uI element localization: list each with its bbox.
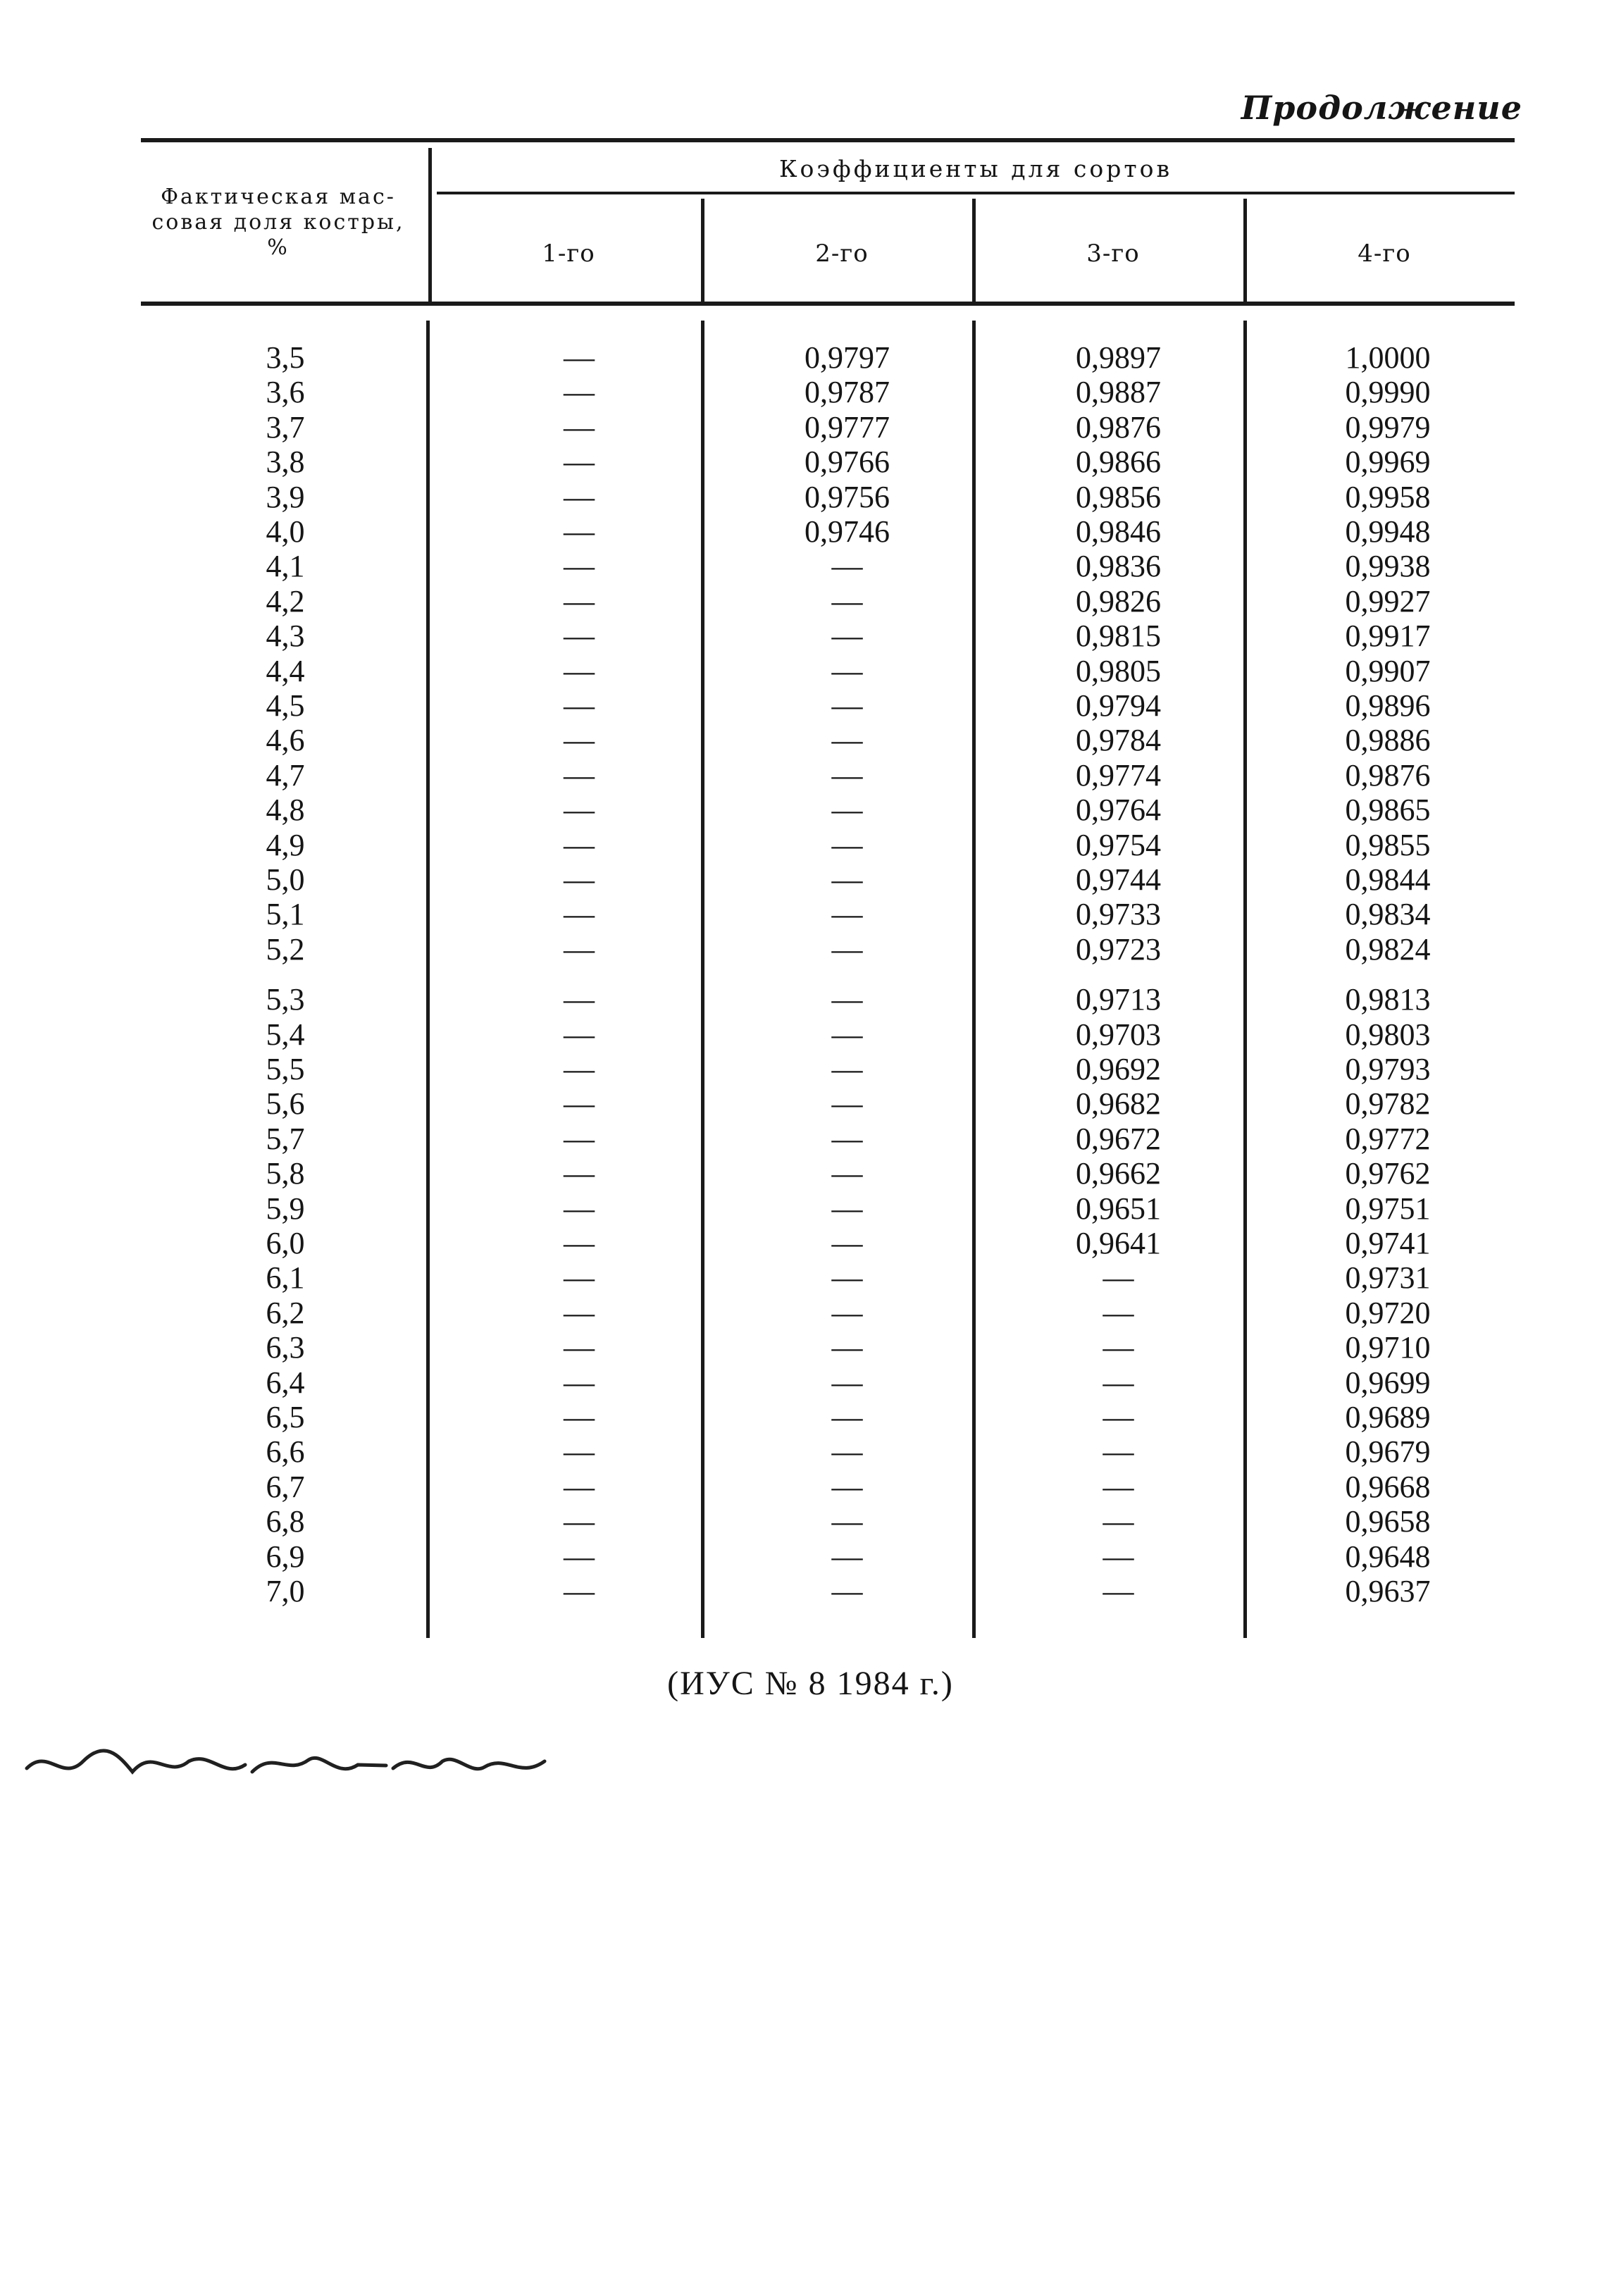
- grade-1-cell: —: [564, 931, 595, 967]
- grade-4-cell: 0,9772: [1345, 1121, 1431, 1156]
- table-top-rule: [141, 138, 1515, 142]
- table-row: [0, 1399, 1621, 1434]
- grade-2-cell: —: [831, 1191, 863, 1226]
- table-row: [0, 1295, 1621, 1330]
- grade-1-cell: —: [564, 409, 595, 445]
- table-row: [0, 548, 1621, 583]
- header-grade-1: 1-го: [542, 240, 595, 268]
- grade-4-cell: 0,9813: [1345, 982, 1431, 1017]
- grade-1-cell: —: [564, 757, 595, 793]
- grade-4-cell: 0,9731: [1345, 1260, 1431, 1296]
- grade-3-cell: —: [1103, 1400, 1134, 1434]
- grade-4-cell: 0,9896: [1345, 688, 1431, 723]
- grade-3-cell: 0,9826: [1076, 583, 1161, 619]
- grade-1-cell: —: [564, 793, 595, 828]
- grade-1-cell: —: [564, 1052, 595, 1086]
- grade-4-cell: 0,9751: [1345, 1191, 1431, 1226]
- mass-fraction-cell: 4,5: [266, 688, 305, 723]
- mass-fraction-cell: 6,8: [266, 1504, 305, 1539]
- mass-fraction-cell: 3,8: [266, 445, 305, 480]
- grade-1-cell: —: [564, 1156, 595, 1191]
- grade-2-cell: —: [831, 1086, 863, 1122]
- grade-3-cell: —: [1103, 1434, 1134, 1470]
- grade-2-cell: —: [831, 1260, 863, 1296]
- grade-3-cell: 0,9733: [1076, 897, 1161, 932]
- grade-3-cell: 0,9846: [1076, 514, 1161, 549]
- grade-2-cell: —: [831, 897, 863, 932]
- table-row: [0, 1017, 1621, 1052]
- grade-4-cell: 0,9979: [1345, 409, 1431, 445]
- grade-1-cell: —: [564, 514, 595, 549]
- mass-fraction-cell: 6,2: [266, 1295, 305, 1330]
- table-row: [0, 618, 1621, 653]
- mass-fraction-cell: 4,8: [266, 793, 305, 828]
- grade-2-cell: —: [831, 1052, 863, 1086]
- grade-4-cell: 0,9782: [1345, 1086, 1431, 1122]
- mass-fraction-cell: 6,9: [266, 1539, 305, 1574]
- table-row: [0, 827, 1621, 862]
- table-row: [0, 757, 1621, 793]
- handwritten-stamp: [20, 1740, 555, 1789]
- grade-1-cell: —: [564, 982, 595, 1017]
- header-grade-2: 2-го: [815, 240, 869, 268]
- mass-fraction-cell: 4,1: [266, 549, 305, 584]
- header-bottom-rule: [141, 302, 1515, 306]
- grade-3-cell: 0,9651: [1076, 1191, 1161, 1226]
- mass-fraction-cell: 4,7: [266, 757, 305, 793]
- mass-fraction-cell: 4,2: [266, 583, 305, 619]
- mass-fraction-cell: 7,0: [266, 1574, 305, 1608]
- grade-1-cell: —: [564, 619, 595, 654]
- grade-4-cell: 0,9741: [1345, 1226, 1431, 1260]
- table-row: [0, 374, 1621, 409]
- mass-fraction-cell: 3,6: [266, 375, 305, 410]
- grade-1-cell: —: [564, 1017, 595, 1052]
- grade-4-cell: 0,9917: [1345, 619, 1431, 654]
- grade-3-cell: —: [1103, 1504, 1134, 1539]
- table-row: [0, 1191, 1621, 1226]
- grade-2-cell: 0,9746: [805, 514, 890, 549]
- grade-4-cell: 0,9668: [1345, 1469, 1431, 1504]
- grade-1-cell: —: [564, 827, 595, 862]
- mass-fraction-cell: 5,3: [266, 982, 305, 1017]
- mass-fraction-cell: 5,8: [266, 1156, 305, 1191]
- grade-2-cell: —: [831, 931, 863, 967]
- grade-2-cell: —: [831, 1574, 863, 1608]
- grade-3-cell: 0,9764: [1076, 793, 1161, 828]
- grade-1-cell: —: [564, 340, 595, 375]
- grade-4-cell: 0,9844: [1345, 862, 1431, 897]
- grade-4-cell: 0,9803: [1345, 1017, 1431, 1052]
- table-row: [0, 409, 1621, 445]
- grade-4-cell: 0,9938: [1345, 549, 1431, 584]
- grade-3-cell: 0,9815: [1076, 619, 1161, 654]
- grade-2-cell: —: [831, 619, 863, 654]
- table-row: [0, 792, 1621, 827]
- grade-1-cell: —: [564, 1539, 595, 1574]
- grade-1-cell: —: [564, 688, 595, 723]
- mass-fraction-cell: 5,5: [266, 1052, 305, 1086]
- table-row: [0, 1260, 1621, 1295]
- grade-2-cell: —: [831, 1504, 863, 1539]
- grade-1-cell: —: [564, 1365, 595, 1400]
- grade-4-cell: 0,9699: [1345, 1365, 1431, 1400]
- header-grade-4: 4-го: [1358, 240, 1411, 268]
- mass-fraction-cell: 5,7: [266, 1121, 305, 1156]
- table-row: [0, 514, 1621, 549]
- grade-1-cell: —: [564, 1226, 595, 1260]
- grade-4-cell: 0,9886: [1345, 723, 1431, 758]
- grade-3-cell: —: [1103, 1574, 1134, 1608]
- table-row: [0, 722, 1621, 757]
- table-row: [0, 1539, 1621, 1574]
- grade-4-cell: 0,9990: [1345, 375, 1431, 410]
- grade-2-cell: —: [831, 723, 863, 758]
- mass-fraction-cell: 6,0: [266, 1226, 305, 1260]
- mass-fraction-cell: 3,7: [266, 409, 305, 445]
- grade-2-cell: —: [831, 1330, 863, 1365]
- table-row: [0, 444, 1621, 479]
- grade-4-cell: 0,9637: [1345, 1574, 1431, 1608]
- mass-fraction-cell: 6,3: [266, 1330, 305, 1365]
- grade-3-cell: 0,9713: [1076, 982, 1161, 1017]
- grade-3-cell: 0,9774: [1076, 757, 1161, 793]
- mass-fraction-cell: 6,4: [266, 1365, 305, 1400]
- table-row: [0, 1051, 1621, 1086]
- grade-3-cell: —: [1103, 1539, 1134, 1574]
- grade-4-cell: 0,9824: [1345, 931, 1431, 967]
- grade-2-cell: —: [831, 827, 863, 862]
- grade-2-cell: —: [831, 1539, 863, 1574]
- grade-4-cell: 0,9762: [1345, 1156, 1431, 1191]
- grade-4-cell: 0,9658: [1345, 1504, 1431, 1539]
- grade-4-cell: 0,9876: [1345, 757, 1431, 793]
- grade-1-cell: —: [564, 1434, 595, 1470]
- grade-3-cell: 0,9794: [1076, 688, 1161, 723]
- grade-3-cell: 0,9866: [1076, 445, 1161, 480]
- grade-1-cell: —: [564, 1574, 595, 1608]
- table-row: [0, 1469, 1621, 1504]
- continued-label: Продолжение: [1241, 89, 1522, 127]
- table-row: [0, 1155, 1621, 1191]
- grade-2-cell: —: [831, 1121, 863, 1156]
- grade-4-cell: 0,9907: [1345, 653, 1431, 688]
- table-row: [0, 583, 1621, 619]
- grade-2-cell: 0,9787: [805, 375, 890, 410]
- grade-2-cell: 0,9777: [805, 409, 890, 445]
- grade-4-cell: 0,9689: [1345, 1400, 1431, 1434]
- grade-2-cell: —: [831, 1400, 863, 1434]
- grade-3-cell: 0,9703: [1076, 1017, 1161, 1052]
- mass-fraction-cell: 5,2: [266, 931, 305, 967]
- table-row: [0, 1225, 1621, 1260]
- grade-4-cell: 0,9865: [1345, 793, 1431, 828]
- grade-1-cell: —: [564, 375, 595, 410]
- grade-2-cell: —: [831, 1226, 863, 1260]
- table-row: [0, 688, 1621, 723]
- mass-fraction-cell: 5,6: [266, 1086, 305, 1122]
- grade-3-cell: —: [1103, 1469, 1134, 1504]
- grade-3-cell: 0,9744: [1076, 862, 1161, 897]
- grade-3-cell: 0,9805: [1076, 653, 1161, 688]
- table-row: [0, 896, 1621, 931]
- grade-1-cell: —: [564, 1121, 595, 1156]
- header-divider-0: [428, 148, 432, 302]
- table-row: [0, 1329, 1621, 1365]
- grade-3-cell: 0,9723: [1076, 931, 1161, 967]
- mass-fraction-cell: 6,6: [266, 1434, 305, 1470]
- grade-4-cell: 0,9958: [1345, 479, 1431, 514]
- grade-3-cell: 0,9836: [1076, 549, 1161, 584]
- table-row: [0, 981, 1621, 1017]
- grade-3-cell: 0,9641: [1076, 1226, 1161, 1260]
- grade-1-cell: —: [564, 479, 595, 514]
- mass-fraction-cell: 3,9: [266, 479, 305, 514]
- mass-fraction-cell: 3,5: [266, 340, 305, 375]
- table-row: [0, 862, 1621, 897]
- mass-fraction-cell: 5,4: [266, 1017, 305, 1052]
- grade-4-cell: 1,0000: [1345, 340, 1431, 375]
- grade-3-cell: 0,9692: [1076, 1052, 1161, 1086]
- grade-4-cell: 0,9793: [1345, 1052, 1431, 1086]
- grade-2-cell: —: [831, 1295, 863, 1330]
- grade-1-cell: —: [564, 1400, 595, 1434]
- grade-4-cell: 0,9710: [1345, 1330, 1431, 1365]
- grade-4-cell: 0,9969: [1345, 445, 1431, 480]
- header-divider-3: [1243, 199, 1247, 302]
- grade-1-cell: —: [564, 1191, 595, 1226]
- table-row: [0, 1365, 1621, 1400]
- mass-fraction-cell: 6,7: [266, 1469, 305, 1504]
- table-row: [0, 340, 1621, 375]
- grade-1-cell: —: [564, 723, 595, 758]
- mass-fraction-cell: 6,5: [266, 1400, 305, 1434]
- grade-3-cell: 0,9856: [1076, 479, 1161, 514]
- grade-1-cell: —: [564, 1295, 595, 1330]
- header-divider-2: [972, 199, 976, 302]
- grade-4-cell: 0,9948: [1345, 514, 1431, 549]
- grade-2-cell: —: [831, 583, 863, 619]
- grade-3-cell: 0,9897: [1076, 340, 1161, 375]
- grade-1-cell: —: [564, 1260, 595, 1296]
- grade-2-cell: 0,9766: [805, 445, 890, 480]
- grade-3-cell: 0,9682: [1076, 1086, 1161, 1122]
- grade-1-cell: —: [564, 1086, 595, 1122]
- header-grade-3: 3-го: [1086, 240, 1140, 268]
- grade-2-cell: 0,9756: [805, 479, 890, 514]
- table-row: [0, 1503, 1621, 1539]
- mass-fraction-cell: 4,9: [266, 827, 305, 862]
- grade-2-cell: 0,9797: [805, 340, 890, 375]
- grade-2-cell: —: [831, 1365, 863, 1400]
- grade-3-cell: 0,9672: [1076, 1121, 1161, 1156]
- grade-2-cell: —: [831, 757, 863, 793]
- grade-2-cell: —: [831, 653, 863, 688]
- grade-4-cell: 0,9679: [1345, 1434, 1431, 1470]
- amendment-reference: (ИУС № 8 1984 г.): [667, 1665, 954, 1702]
- grade-1-cell: —: [564, 549, 595, 584]
- grade-2-cell: —: [831, 793, 863, 828]
- grade-3-cell: —: [1103, 1365, 1134, 1400]
- grade-3-cell: 0,9887: [1076, 375, 1161, 410]
- table-row: [0, 1086, 1621, 1121]
- grade-2-cell: —: [831, 549, 863, 584]
- grade-2-cell: —: [831, 688, 863, 723]
- mass-fraction-cell: 5,0: [266, 862, 305, 897]
- grade-1-cell: —: [564, 862, 595, 897]
- grade-2-cell: —: [831, 862, 863, 897]
- grade-4-cell: 0,9927: [1345, 583, 1431, 619]
- mass-fraction-cell: 4,0: [266, 514, 305, 549]
- grade-2-cell: —: [831, 1017, 863, 1052]
- grade-4-cell: 0,9648: [1345, 1539, 1431, 1574]
- mass-fraction-cell: 4,4: [266, 653, 305, 688]
- grade-2-cell: —: [831, 982, 863, 1017]
- grade-4-cell: 0,9834: [1345, 897, 1431, 932]
- grade-3-cell: 0,9784: [1076, 723, 1161, 758]
- mass-fraction-cell: 5,1: [266, 897, 305, 932]
- grade-3-cell: —: [1103, 1295, 1134, 1330]
- mass-fraction-cell: 4,6: [266, 723, 305, 758]
- header-mass-fraction: Фактическая мас- совая доля костры, %: [151, 185, 405, 260]
- table-row: [0, 931, 1621, 967]
- grade-3-cell: 0,9754: [1076, 827, 1161, 862]
- grade-3-cell: —: [1103, 1330, 1134, 1365]
- table-row: [0, 479, 1621, 514]
- grade-1-cell: —: [564, 583, 595, 619]
- table-row: [0, 653, 1621, 688]
- grade-1-cell: —: [564, 1469, 595, 1504]
- grade-4-cell: 0,9720: [1345, 1295, 1431, 1330]
- grade-1-cell: —: [564, 1504, 595, 1539]
- table-row: [0, 1573, 1621, 1608]
- grade-1-cell: —: [564, 445, 595, 480]
- grade-2-cell: —: [831, 1434, 863, 1470]
- table-row: [0, 1434, 1621, 1469]
- grade-3-cell: 0,9662: [1076, 1156, 1161, 1191]
- table-row: [0, 1121, 1621, 1156]
- grade-4-cell: 0,9855: [1345, 827, 1431, 862]
- mass-fraction-cell: 5,9: [266, 1191, 305, 1226]
- header-coefficients-group: Коэффициенты для сортов: [778, 155, 1173, 182]
- grade-1-cell: —: [564, 897, 595, 932]
- grade-2-cell: —: [831, 1156, 863, 1191]
- grade-1-cell: —: [564, 653, 595, 688]
- grade-3-cell: 0,9876: [1076, 409, 1161, 445]
- grade-1-cell: —: [564, 1330, 595, 1365]
- grade-2-cell: —: [831, 1469, 863, 1504]
- grade-3-cell: —: [1103, 1260, 1134, 1296]
- mass-fraction-cell: 4,3: [266, 619, 305, 654]
- header-divider-1: [701, 199, 704, 302]
- mass-fraction-cell: 6,1: [266, 1260, 305, 1296]
- group-header-rule: [437, 192, 1515, 194]
